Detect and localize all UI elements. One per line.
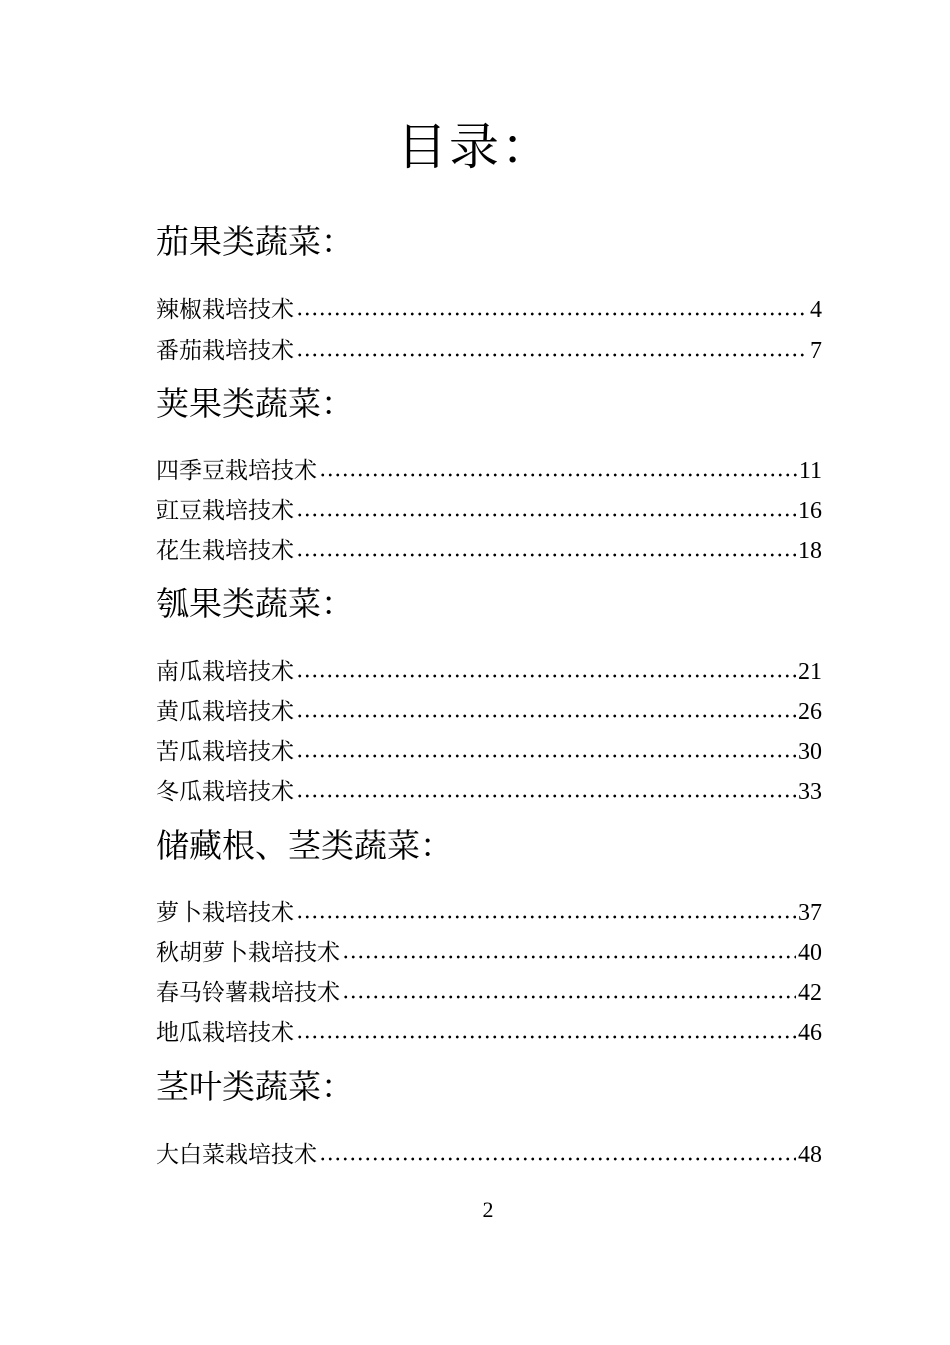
toc-entry[interactable]	[156, 294, 822, 326]
toc-entry[interactable]	[156, 696, 822, 728]
toc-entry-page: 26	[798, 699, 822, 725]
toc-entry-page: 4	[810, 297, 822, 323]
dot-leader	[296, 500, 796, 518]
toc-entry-label: 番茄栽培技术	[156, 338, 294, 364]
toc-entry[interactable]	[156, 736, 822, 768]
dot-leader	[296, 741, 796, 759]
section-heading: 瓠果类蔬菜：	[156, 584, 354, 623]
toc-entry-label: 四季豆栽培技术	[156, 458, 317, 484]
dot-leader	[342, 942, 796, 960]
toc-entry-page: 30	[798, 739, 822, 765]
toc-entry-label: 大白菜栽培技术	[156, 1142, 317, 1168]
toc-entry-page: 37	[798, 900, 822, 926]
toc-entry-page: 42	[798, 980, 822, 1006]
section-heading: 茄果类蔬菜：	[156, 222, 354, 261]
toc-entry-page: 48	[798, 1142, 822, 1168]
dot-leader	[296, 902, 796, 920]
toc-title: 目录：	[397, 118, 553, 176]
toc-entry-label: 冬瓜栽培技术	[156, 779, 294, 805]
toc-entry-page: 40	[798, 940, 822, 966]
toc-entry-label: 豇豆栽培技术	[156, 498, 294, 524]
toc-entry-label: 辣椒栽培技术	[156, 297, 294, 323]
toc-entry-label: 南瓜栽培技术	[156, 659, 294, 685]
section-heading: 储藏根、茎类蔬菜：	[156, 826, 453, 865]
toc-entry[interactable]	[156, 977, 822, 1009]
toc-entry-label: 地瓜栽培技术	[156, 1020, 294, 1046]
dot-leader	[296, 701, 796, 719]
toc-entry[interactable]	[156, 656, 822, 688]
page-number: 2	[482, 1197, 494, 1222]
toc-entry-label: 萝卜栽培技术	[156, 900, 294, 926]
toc-entry-label: 黄瓜栽培技术	[156, 699, 294, 725]
dot-leader	[296, 299, 808, 317]
dot-leader	[296, 540, 796, 558]
toc-entry-label: 花生栽培技术	[156, 538, 294, 564]
toc-entry-label: 秋胡萝卜栽培技术	[156, 940, 340, 966]
dot-leader	[296, 781, 796, 799]
dot-leader	[296, 1022, 796, 1040]
dot-leader	[319, 460, 797, 478]
toc-entry-page: 16	[798, 498, 822, 524]
toc-entry-page: 21	[798, 659, 822, 685]
toc-entry-page: 7	[810, 338, 822, 364]
toc-entry-page: 11	[798, 458, 822, 484]
toc-entry-page: 33	[798, 779, 822, 805]
toc-entry-label: 春马铃薯栽培技术	[156, 980, 340, 1006]
toc-entry[interactable]	[156, 1139, 822, 1171]
section-heading: 茎叶类蔬菜：	[156, 1067, 354, 1106]
dot-leader	[319, 1144, 796, 1162]
toc-entry[interactable]	[156, 535, 822, 567]
toc-entry[interactable]	[156, 455, 822, 487]
toc-entry[interactable]	[156, 937, 822, 969]
dot-leader	[296, 340, 808, 358]
toc-entry[interactable]	[156, 776, 822, 808]
toc-entry[interactable]	[156, 335, 822, 367]
toc-entry-label: 苦瓜栽培技术	[156, 739, 294, 765]
section-heading: 荚果类蔬菜：	[156, 384, 354, 423]
toc-entry-page: 18	[798, 538, 822, 564]
toc-entry[interactable]	[156, 1017, 822, 1049]
toc-entry[interactable]	[156, 897, 822, 929]
toc-entry-page: 46	[798, 1020, 822, 1046]
dot-leader	[342, 982, 796, 1000]
toc-entry[interactable]	[156, 495, 822, 527]
dot-leader	[296, 661, 796, 679]
